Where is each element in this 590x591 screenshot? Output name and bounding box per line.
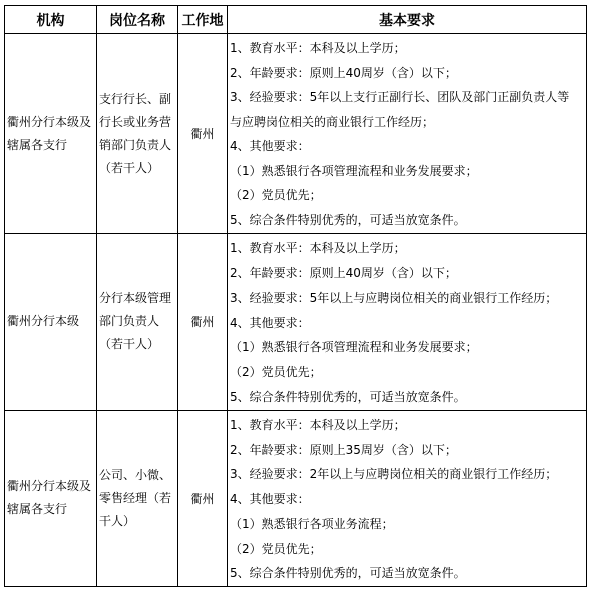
table-header-row [5,6,587,34]
requirement-line: 5、综合条件特别优秀的，可适当放宽条件。 [230,389,466,404]
requirement-line: （1）熟悉银行各项管理流程和业务发展要求； [230,163,478,178]
header-position: 岗位名称 [97,6,178,34]
position-cell: 支行行长、副行长或业务营销部门负责人（若干人） [97,34,178,234]
position-cell: 公司、小微、零售经理（若干人） [97,410,178,587]
requirement-line: （2）党员优先； [230,541,322,556]
org-cell: 衢州分行本级及辖属各支行 [5,410,97,587]
header-location: 工作地 [178,6,228,34]
requirement-line: 4、其他要求： [230,139,310,153]
requirement-line: （1）熟悉银行各项业务流程； [230,516,394,531]
header-requirements: 基本要求 [228,6,587,34]
requirement-line: 5、综合条件特别优秀的，可适当放宽条件。 [230,566,466,580]
table-row [5,234,587,411]
location-cell: 衢州 [178,410,228,587]
requirement-line: 2、年龄要求：原则上40周岁（含）以下； [230,266,457,280]
requirement-line: 2、年龄要求：原则上35周岁（含）以下； [230,442,457,457]
requirement-line: 3、经验要求：5年以上与应聘岗位相关的商业银行工作经历； [230,290,558,305]
position-cell: 分行本级管理部门负责人（若干人） [97,234,178,411]
requirement-line: 1、教育水平：本科及以上学历； [230,241,406,255]
header-org: 机构 [5,6,97,34]
location-cell: 衢州 [178,34,228,234]
table-row [5,34,587,234]
org-cell: 衢州分行本级 [5,234,97,411]
location-cell: 衢州 [178,234,228,411]
requirement-line: 3、经验要求：5年以上支行正副行长、团队及部门正副负责人等 [230,90,570,104]
org-cell: 衢州分行本级及辖属各支行 [5,34,97,234]
requirements-cell [228,234,587,411]
requirement-line: （1）熟悉银行各项管理流程和业务发展要求； [230,340,478,354]
recruitment-table [4,5,587,587]
requirements-cell [228,34,587,234]
requirement-line: 5、综合条件特别优秀的，可适当放宽条件。 [230,212,466,227]
requirement-line: 1、教育水平：本科及以上学历； [230,41,406,55]
requirement-line: （2）党员优先； [230,365,322,379]
requirement-line: 4、其他要求： [230,492,310,506]
requirement-line: 3、经验要求：2年以上与应聘岗位相关的商业银行工作经历； [230,467,558,481]
requirement-line: 与应聘岗位相关的商业银行工作经历； [230,114,435,129]
table-row [5,410,587,587]
requirement-line: 2、年龄要求：原则上40周岁（含）以下； [230,65,457,80]
requirement-line: 1、教育水平：本科及以上学历； [230,417,406,432]
requirements-cell [228,410,587,587]
requirement-line: （2）党员优先； [230,188,322,202]
requirement-line: 4、其他要求： [230,315,310,330]
